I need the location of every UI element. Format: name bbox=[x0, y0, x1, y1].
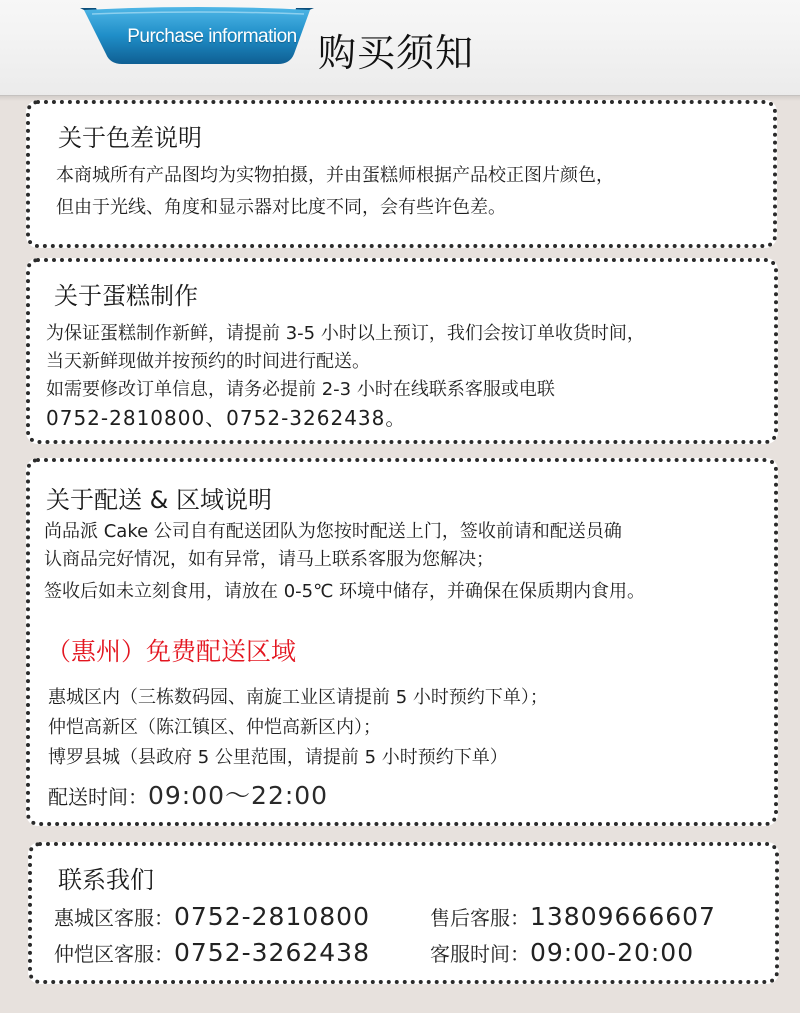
zhongkai-service-phone[interactable]: 0752-3262438 bbox=[174, 938, 370, 967]
ribbon-label: Purchase information bbox=[127, 26, 297, 47]
cake-section-title: 关于蛋糕制作 bbox=[54, 282, 198, 310]
contact-row-aftersale bbox=[430, 902, 716, 931]
service-hours-label: 客服时间： bbox=[430, 942, 530, 966]
delivery-section-line: 尚品派 Cake 公司自有配送团队为您按时配送上门，签收前请和配送员确 bbox=[44, 521, 622, 542]
purchase-info-ribbon bbox=[78, 6, 318, 70]
delivery-zone-item: 惠城区内（三栋数码园、南旋工业区请提前 5 小时预约下单）； bbox=[48, 687, 548, 708]
delivery-section-line: 认商品完好情况，如有异常，请马上联系客服为您解决； bbox=[44, 549, 494, 570]
page-title: 购买须知 bbox=[318, 31, 475, 75]
delivery-zone-item: 博罗县城（县政府 5 公里范围，请提前 5 小时预约下单） bbox=[48, 747, 508, 768]
zhongkai-service-label: 仲恺区客服： bbox=[54, 942, 174, 966]
color-section-line: 但由于光线、角度和显示器对比度不同，会有些许色差。 bbox=[56, 197, 506, 218]
huicheng-service-phone[interactable]: 0752-2810800 bbox=[174, 902, 370, 931]
contact-row-zhongkai bbox=[54, 938, 370, 967]
aftersale-service-phone[interactable]: 13809666607 bbox=[530, 902, 716, 931]
free-delivery-zone-title: （惠州）免费配送区域 bbox=[46, 637, 297, 666]
cake-section-line: 如需要修改订单信息，请务必提前 2-3 小时在线联系客服或电联 bbox=[46, 379, 555, 400]
color-section-line: 本商城所有产品图均为实物拍摄，并由蛋糕师根据产品校正图片颜色， bbox=[56, 165, 614, 186]
cake-section-line: 为保证蛋糕制作新鲜，请提前 3-5 小时以上预订，我们会按订单收货时间， bbox=[46, 323, 645, 344]
delivery-section-title: 关于配送 & 区域说明 bbox=[46, 486, 272, 514]
huicheng-service-label: 惠城区客服： bbox=[54, 906, 174, 930]
delivery-time-value: 09:00～22:00 bbox=[148, 781, 329, 810]
contact-row-hours bbox=[430, 938, 694, 967]
color-section-title: 关于色差说明 bbox=[58, 124, 202, 152]
delivery-section bbox=[26, 458, 778, 826]
contact-section-title: 联系我们 bbox=[58, 866, 154, 894]
contact-section bbox=[28, 842, 779, 984]
contact-row-huicheng bbox=[54, 902, 370, 931]
service-hours-value: 09:00-20:00 bbox=[530, 938, 695, 967]
delivery-section-line: 签收后如未立刻食用，请放在 0-5℃ 环境中储存，并确保在保质期内食用。 bbox=[44, 581, 646, 602]
cake-making-section bbox=[26, 258, 778, 444]
aftersale-service-label: 售后客服： bbox=[430, 906, 530, 930]
delivery-time-row bbox=[48, 776, 328, 812]
color-difference-section bbox=[26, 100, 777, 248]
page-header bbox=[0, 0, 800, 96]
delivery-time-label: 配送时间： bbox=[48, 785, 148, 809]
cake-section-phones: 0752-2810800、0752-3262438。 bbox=[46, 406, 407, 430]
cake-section-line: 当天新鲜现做并按预约的时间进行配送。 bbox=[46, 351, 370, 372]
delivery-zone-item: 仲恺高新区（陈江镇区、仲恺高新区内）； bbox=[48, 717, 381, 738]
